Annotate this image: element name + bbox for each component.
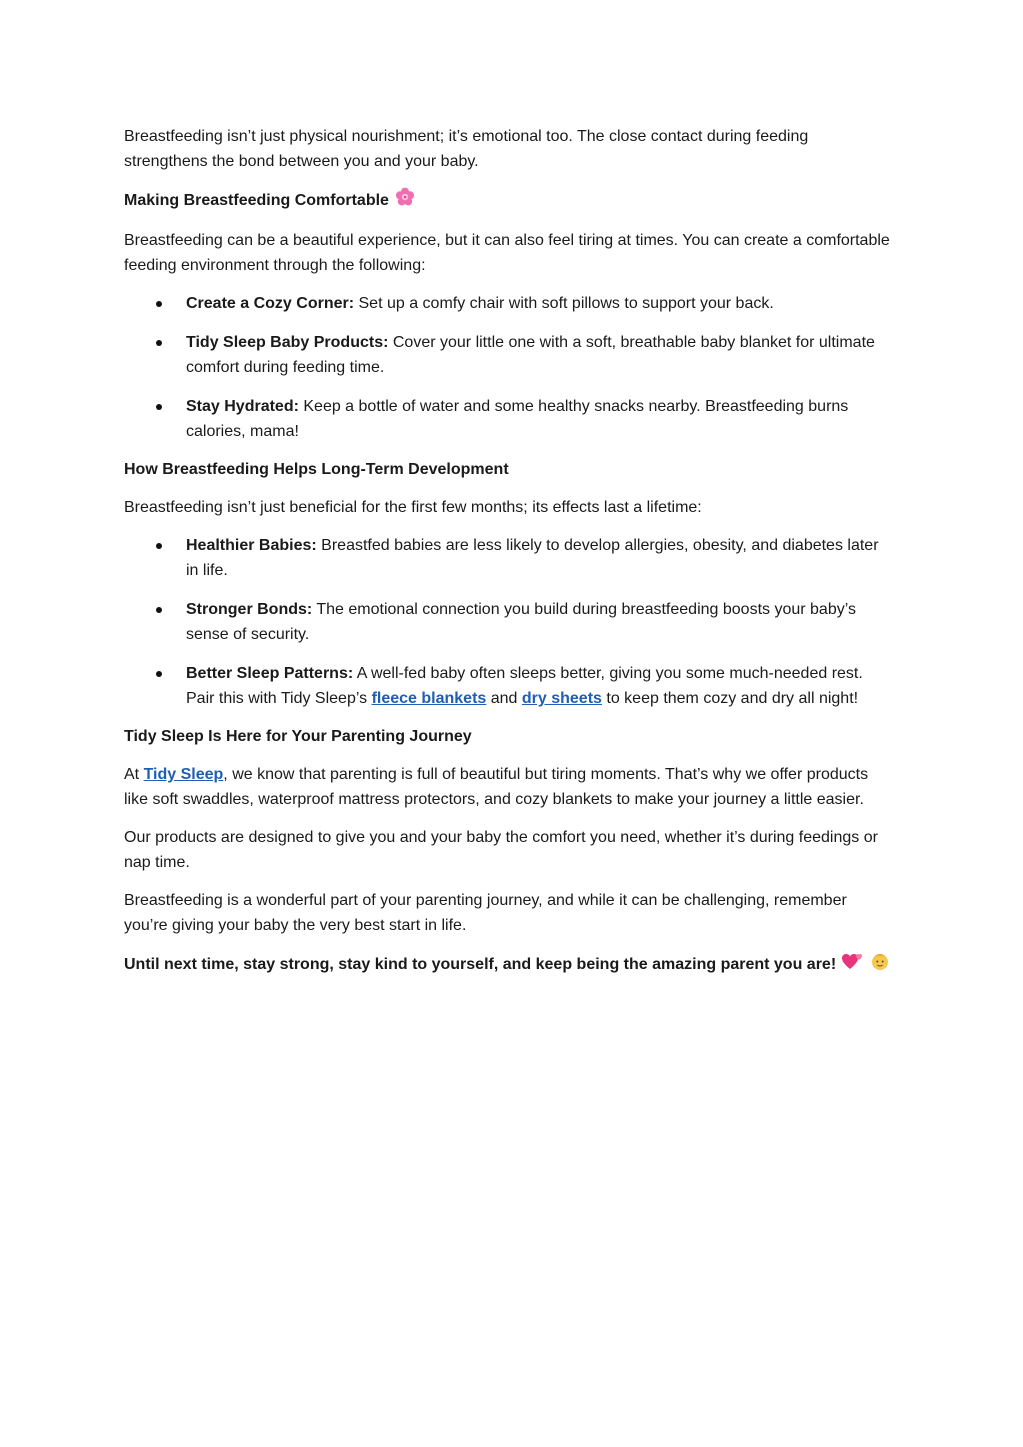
list-item-label: Stronger Bonds: bbox=[186, 601, 313, 618]
tidy-sleep-paragraph bbox=[124, 762, 894, 812]
baby-icon bbox=[870, 951, 890, 979]
section-heading-comfortable bbox=[124, 187, 894, 215]
dry-sheets-link[interactable]: dry sheets bbox=[521, 690, 602, 707]
development-list bbox=[124, 533, 894, 711]
list-item-label: Healthier Babies: bbox=[186, 537, 317, 554]
list-item-text: The emotional connection you build during breastfeeding boosts your baby’s sense of security. bbox=[186, 601, 856, 643]
list-item-text: Breastfed babies are less likely to develop allergies, obesity, and diabetes later in life. bbox=[186, 537, 879, 579]
journey-paragraph: Breastfeeding is a wonderful part of your parenting journey, and while it can be challenging, remember you’re giving your baby the very best start in life. bbox=[124, 892, 847, 934]
list-item-text: to keep them cozy and dry all night! bbox=[601, 690, 859, 707]
list-item-text: and bbox=[486, 690, 522, 707]
two-hearts-icon bbox=[842, 951, 864, 979]
section-heading-development: How Breastfeeding Helps Long-Term Development bbox=[124, 461, 509, 478]
list-item bbox=[186, 330, 894, 380]
list-item bbox=[186, 394, 894, 444]
section-heading-tidy-sleep: Tidy Sleep Is Here for Your Parenting Journey bbox=[124, 728, 472, 745]
list-item bbox=[186, 533, 894, 583]
cherry-blossom-icon bbox=[395, 187, 415, 215]
list-item-text: Set up a comfy chair with soft pillows to support your back. bbox=[354, 295, 774, 312]
list-item bbox=[186, 597, 894, 647]
closing-paragraph bbox=[124, 951, 894, 979]
closing-text: Until next time, stay strong, stay kind to yourself, and keep being the amazing parent you are! bbox=[124, 956, 837, 973]
list-item-label: Create a Cozy Corner: bbox=[186, 295, 355, 312]
paragraph-text: , we know that parenting is full of beautiful but tiring moments. That’s why we offer products like soft swaddles, waterproof mattress protectors, and cozy blankets to make your journey a little easier. bbox=[124, 766, 869, 808]
comfortable-list bbox=[124, 291, 894, 444]
list-item-text: Cover your little one with a soft, breathable baby blanket for ultimate comfort during feeding time. bbox=[186, 334, 875, 376]
paragraph-text: At bbox=[124, 766, 144, 783]
development-paragraph: Breastfeeding isn’t just beneficial for the first few months; its effects last a lifetime: bbox=[124, 499, 702, 516]
list-item bbox=[186, 291, 894, 316]
list-item-label: Tidy Sleep Baby Products: bbox=[186, 334, 389, 351]
list-item-label: Better Sleep Patterns: bbox=[186, 665, 354, 682]
fleece-blankets-link[interactable]: fleece blankets bbox=[371, 690, 487, 707]
list-item-label: Stay Hydrated: bbox=[186, 398, 299, 415]
intro-paragraph: Breastfeeding isn’t just physical nourishment; it’s emotional too. The close contact during feeding strengthens the bond between you and your baby. bbox=[124, 128, 809, 170]
section-heading-text: Making Breastfeeding Comfortable bbox=[124, 192, 389, 209]
list-item-text: A well-fed baby often sleeps better, giving you some much-needed rest. Pair this with Tidy Sleep’s bbox=[186, 665, 863, 707]
document-page bbox=[124, 124, 894, 992]
list-item-text: Keep a bottle of water and some healthy snacks nearby. Breastfeeding burns calories, mama! bbox=[186, 398, 849, 440]
list-item bbox=[186, 661, 894, 711]
products-paragraph: Our products are designed to give you and your baby the comfort you need, whether it’s during feedings or nap time. bbox=[124, 829, 878, 871]
tidy-sleep-link[interactable]: Tidy Sleep bbox=[143, 766, 224, 783]
comfortable-paragraph: Breastfeeding can be a beautiful experience, but it can also feel tiring at times. You can create a comfortable feeding environment through the following: bbox=[124, 232, 890, 274]
